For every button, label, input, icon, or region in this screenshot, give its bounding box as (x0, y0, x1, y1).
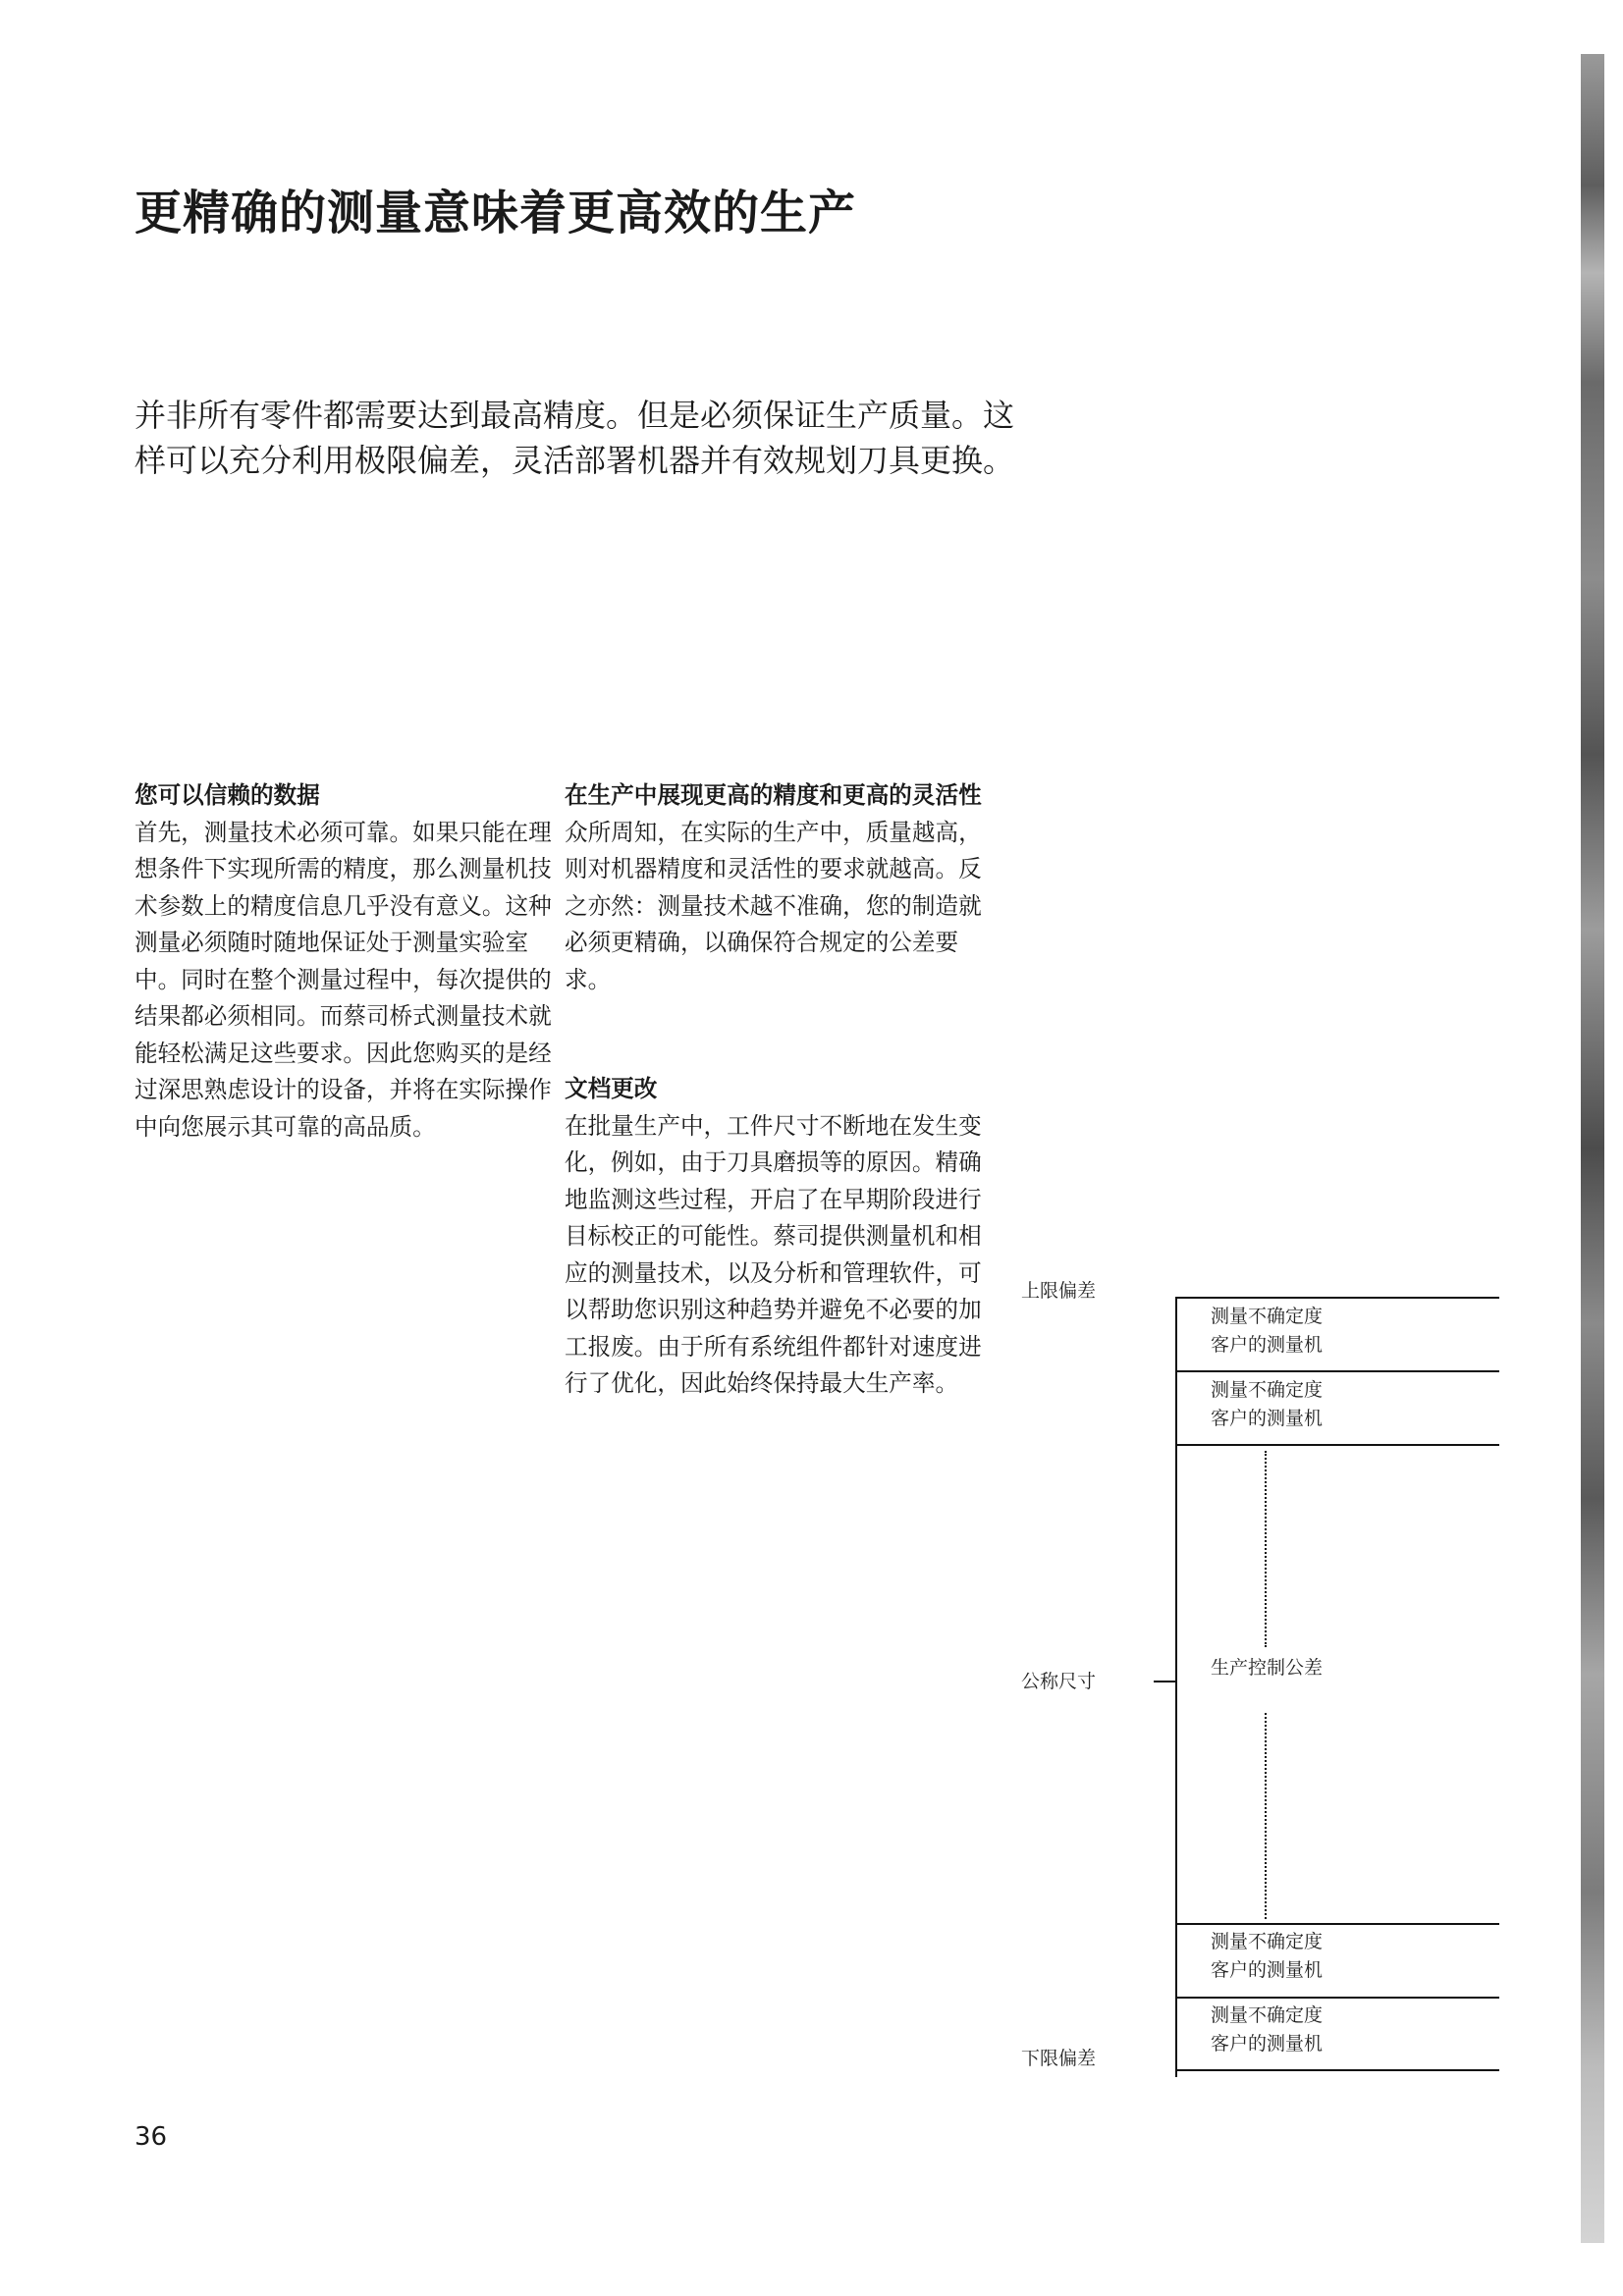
nominal-tick (1154, 1681, 1175, 1682)
heading-precision: 在生产中展现更高的精度和更高的灵活性 (565, 781, 982, 809)
band-divider-line (1175, 1370, 1499, 1372)
lead-paragraph: 并非所有零件都需要达到最高精度。但是必须保证生产质量。这样可以充分利用极限偏差，灵活部署机器并有效规划刀具更换。 (135, 397, 1015, 479)
dotted-line-lower (1265, 1713, 1267, 1919)
band-lower-outer (1211, 2002, 1323, 2058)
dotted-line-upper (1265, 1451, 1267, 1647)
band-line2: 客户的测量机 (1211, 1334, 1324, 1356)
body-reliable-data: 首先，测量技术必须可靠。如果只能在理想条件下实现所需的精度，那么测量机技术参数上的精度信息几乎没有意义。这种测量必须随时随地保证处于测量实验室中。同时在整个测量过程中，每次提供的结果都必须相同。而蔡司桥式测量技术就能轻松满足这些要求。因此您购买的是经过深思熟虑设计的设备，并将在实际操作中向您展示其可靠的高品质。 (135, 818, 552, 1141)
tolerance-vertical-line (1175, 1297, 1177, 2077)
band-line2: 客户的测量机 (1211, 1959, 1324, 1981)
band-divider-line (1175, 1444, 1499, 1446)
band-line1: 测量不确定度 (1211, 2004, 1324, 2026)
band-line1: 测量不确定度 (1211, 1931, 1324, 1952)
band-line1: 测量不确定度 (1211, 1306, 1324, 1327)
lower-limit-line (1175, 2069, 1499, 2071)
band-line1: 测量不确定度 (1211, 1379, 1324, 1401)
page-edge-strip (1581, 54, 1604, 2243)
column-precision (565, 777, 997, 1403)
lower-deviation-label: 下限偏差 (1021, 2048, 1097, 2069)
heading-reliable-data: 您可以信赖的数据 (135, 781, 320, 809)
band-upper-outer (1211, 1303, 1323, 1360)
heading-document-changes: 文档更改 (565, 1075, 658, 1102)
page-title: 更精确的测量意味着更高效的生产 (135, 186, 857, 240)
band-lower-inner (1211, 1928, 1323, 1985)
tolerance-diagram (1021, 1276, 1512, 2091)
column-reliable-data (135, 777, 567, 1146)
upper-limit-line (1175, 1297, 1499, 1299)
band-upper-inner (1211, 1376, 1323, 1433)
nominal-size-label: 公称尺寸 (1021, 1671, 1097, 1692)
page-number: 36 (135, 2122, 168, 2152)
band-line2: 客户的测量机 (1211, 2033, 1324, 2055)
band-line2: 客户的测量机 (1211, 1408, 1324, 1429)
production-control-tolerance-label: 生产控制公差 (1211, 1657, 1324, 1679)
body-precision: 众所周知，在实际的生产中，质量越高，则对机器精度和灵活性的要求就越高。反之亦然：测量技术越不准确，您的制造就必须更精确，以确保符合规定的公差要求。 (565, 818, 982, 993)
band-divider-line (1175, 1923, 1499, 1925)
upper-deviation-label: 上限偏差 (1021, 1280, 1097, 1302)
band-divider-line (1175, 1997, 1499, 1999)
body-document-changes: 在批量生产中，工件尺寸不断地在发生变化，例如，由于刀具磨损等的原因。精确地监测这些过程，开启了在早期阶段进行目标校正的可能性。蔡司提供测量机和相应的测量技术，以及分析和管理软件，可以帮助您识别这种趋势并避免不必要的加工报废。由于所有系统组件都针对速度进行了优化，因此始终保持最大生产率。 (565, 1111, 982, 1397)
